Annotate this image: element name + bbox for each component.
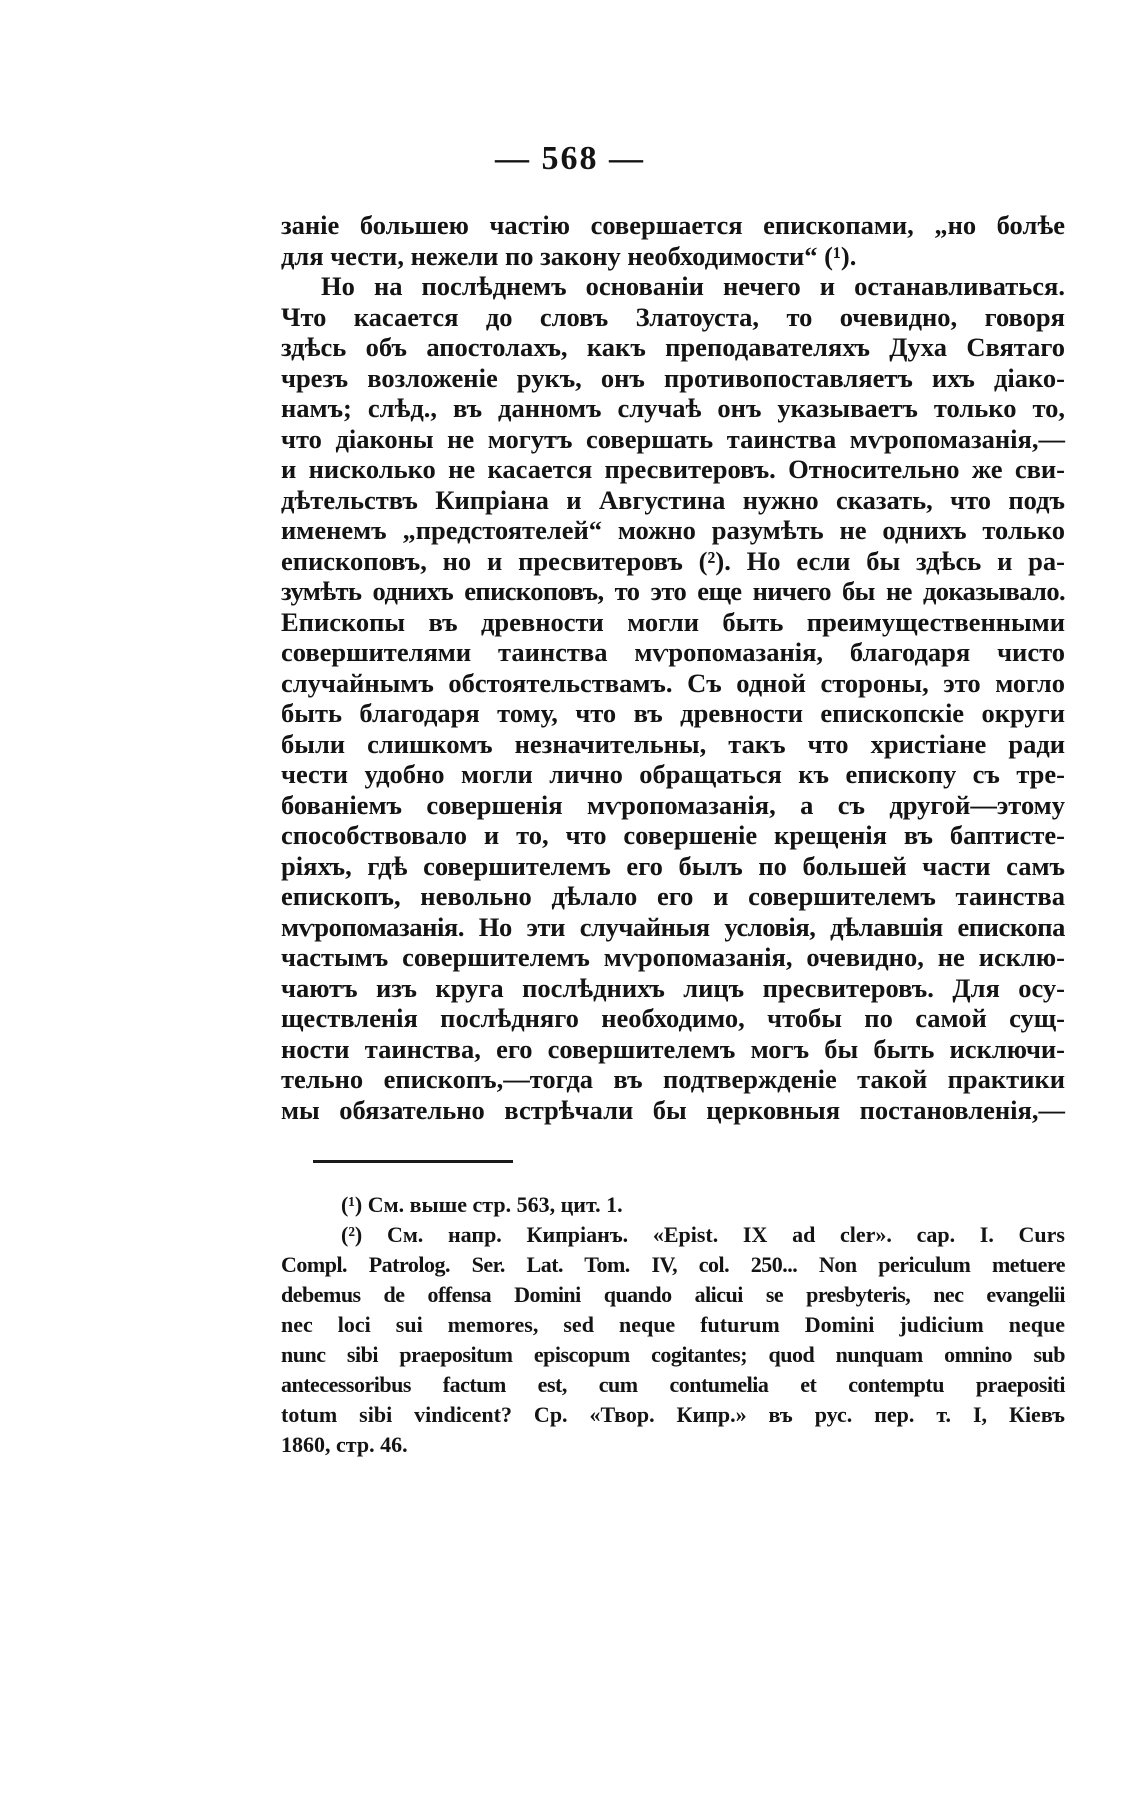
body-line: случайнымъ обстоятельствамъ. Съ одной стороны, это могло <box>281 667 1065 698</box>
footnotes <box>281 1190 1065 1460</box>
body-line: чаютъ изъ круга послѣднихъ лицъ пресвитеровъ. Для осу- <box>281 972 1065 1003</box>
body-line: намъ; слѣд., въ данномъ случаѣ онъ указываетъ только то, <box>281 393 1065 423</box>
body-line: мѵропомазанія. Но эти случайныя условія, дѣлавшія епископа <box>281 911 1065 942</box>
body-line: епископъ, невольно дѣлало его и совершителемъ таинства <box>281 881 1065 911</box>
body-line: частымъ совершителемъ мѵропомазанія, очевидно, не исклю- <box>281 942 1065 972</box>
body-line: что діаконы не могутъ совершать таинства мѵропомазанія,— <box>281 423 1065 454</box>
body-line: мы обязательно встрѣчали бы церковныя постановленія,— <box>281 1094 1065 1125</box>
body-line: епископовъ, но и пресвитеровъ (²). Но если бы здѣсь и ра- <box>281 545 1065 576</box>
body-line: именемъ „предстоятелей“ можно разумѣть не однихъ только <box>281 515 1065 545</box>
footnote-divider <box>313 1160 513 1163</box>
body-line: чрезъ возложеніе рукъ, онъ противопоставляетъ ихъ діако- <box>281 362 1065 393</box>
body-line: заніе большею частію совершается епископами, „но болѣе <box>281 210 1065 240</box>
body-line: чести удобно могли лично обращаться къ епископу съ тре- <box>281 759 1065 789</box>
body-line: были слишкомъ незначительны, такъ что христіане ради <box>281 728 1065 759</box>
body-line: Епископы въ древности могли быть преимущественными <box>281 606 1065 637</box>
body-line: ріяхъ, гдѣ совершителемъ его былъ по большей части самъ <box>281 850 1065 881</box>
body-line: Что касается до словъ Златоуста, то очевидно, говоря <box>281 301 1065 332</box>
footnote-line: (¹) См. выше стр. 563, цит. 1. <box>341 1192 623 1217</box>
body-line: дѣтельствъ Кипріана и Августина нужно сказать, что подъ <box>281 484 1065 515</box>
page-number: — 568 — <box>495 140 645 177</box>
body-line: зумѣть однихъ епископовъ, то это еще ничего бы не доказывало. <box>281 576 1065 606</box>
body-line: для чести, нежели по закону необходимости“ (¹). <box>281 240 857 271</box>
body-line: ществленія послѣдняго необходимо, чтобы по самой сущ- <box>281 1003 1065 1033</box>
footnote-line: 1860, стр. 46. <box>281 1432 408 1457</box>
footnote-line: antecessoribus factum est, cum contumelia et contemptu praepositi <box>281 1372 1065 1397</box>
footnote-line: nec loci sui memores, sed neque futurum Domini judicium neque <box>281 1312 1065 1337</box>
footnote-line: totum sibi vindicent? Ср. «Твор. Кипр.» въ рус. пер. т. I, Кіевъ <box>281 1402 1065 1427</box>
body-line: Но на послѣднемъ основаніи нечего и останавливаться. <box>321 271 1065 301</box>
body-line: здѣсь объ апостолахъ, какъ преподавателяхъ Духа Святаго <box>281 332 1065 362</box>
body-line: быть благодаря тому, что въ древности епископскіе округи <box>281 698 1065 728</box>
body-text <box>281 210 1065 1125</box>
footnote-line: debemus de offensa Domini quando alicui se presbyteris, nec evangelii <box>281 1282 1065 1307</box>
body-line: ности таинства, его совершителемъ могъ бы быть исключи- <box>281 1033 1065 1064</box>
footnote-line: (²) См. напр. Кипріанъ. «Epist. IX ad cler». cap. I. Curs <box>341 1222 1065 1247</box>
body-line: совершителями таинства мѵропомазанія, благодаря чисто <box>281 637 1065 667</box>
body-line: бованіемъ совершенія мѵропомазанія, а съ другой—этому <box>281 789 1065 820</box>
footnote-line: nunc sibi praepositum episcopum cogitantes; quod nunquam omnino sub <box>281 1342 1065 1367</box>
body-line: способствовало и то, что совершеніе крещенія въ баптисте- <box>281 820 1065 850</box>
footnote-line: Compl. Patrolog. Ser. Lat. Tom. IV, col. 250... Non periculum metuere <box>281 1252 1065 1277</box>
body-line: и нисколько не касается пресвитеровъ. Относительно же сви- <box>281 454 1065 484</box>
body-line: тельно епископъ,—тогда въ подтвержденіе такой практики <box>281 1064 1065 1094</box>
